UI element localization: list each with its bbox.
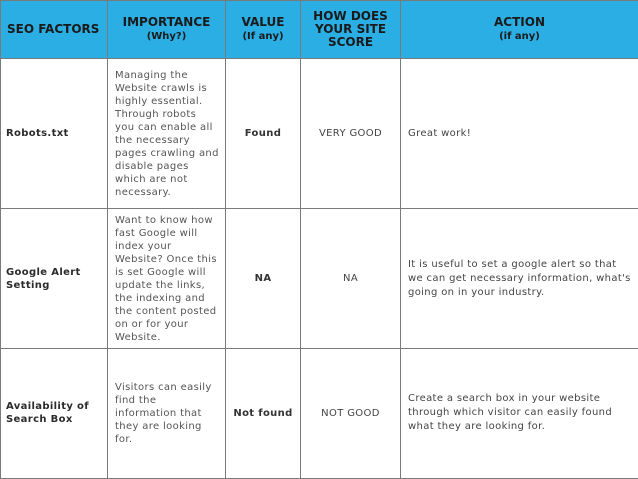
header-action-label: ACTION xyxy=(494,15,545,29)
importance-cell: Visitors can easily find the information that they are looking for. xyxy=(108,348,226,478)
header-row xyxy=(1,1,638,59)
action-cell: Create a search box in your website through which visitor can easily found what they are looking for. xyxy=(401,348,638,478)
header-value-sub: (If any) xyxy=(242,31,284,42)
header-score xyxy=(301,1,401,59)
importance-cell: Want to know how fast Google will index your Website? Once this is set Google will update the links, the indexing and the content posted on or for your Website. xyxy=(108,209,226,348)
value-cell: Found xyxy=(226,59,301,209)
factor-cell: Robots.txt xyxy=(1,59,108,209)
header-value xyxy=(226,1,301,59)
table-row xyxy=(1,348,638,478)
importance-cell: Managing the Website crawls is highly essential. Through robots you can enable all the necessary pages crawling and disable pages which are not necessary. xyxy=(108,59,226,209)
table-row xyxy=(1,209,638,348)
score-cell: NOT GOOD xyxy=(301,348,401,478)
factor-cell: Google Alert Setting xyxy=(1,209,108,348)
header-importance-sub: (Why?) xyxy=(146,31,187,42)
value-cell: NA xyxy=(226,209,301,348)
header-score-line3: SCORE xyxy=(327,35,374,49)
header-score-line1: HOW DOES xyxy=(313,9,388,23)
score-cell: VERY GOOD xyxy=(301,59,401,209)
header-importance xyxy=(108,1,226,59)
header-value-label: VALUE xyxy=(241,15,285,29)
header-seo-factors: SEO FACTORS xyxy=(1,1,108,59)
header-action xyxy=(401,1,638,59)
header-action-sub: (if any) xyxy=(499,31,540,42)
action-cell: It is useful to set a google alert so that we can get necessary information, what's going on in your industry. xyxy=(401,209,638,348)
header-score-line2: YOUR SITE xyxy=(314,22,387,36)
header-importance-label: IMPORTANCE xyxy=(122,15,211,29)
factor-cell: Availability of Search Box xyxy=(1,348,108,478)
action-cell: Great work! xyxy=(401,59,638,209)
table-row xyxy=(1,59,638,209)
value-cell: Not found xyxy=(226,348,301,478)
score-cell: NA xyxy=(301,209,401,348)
